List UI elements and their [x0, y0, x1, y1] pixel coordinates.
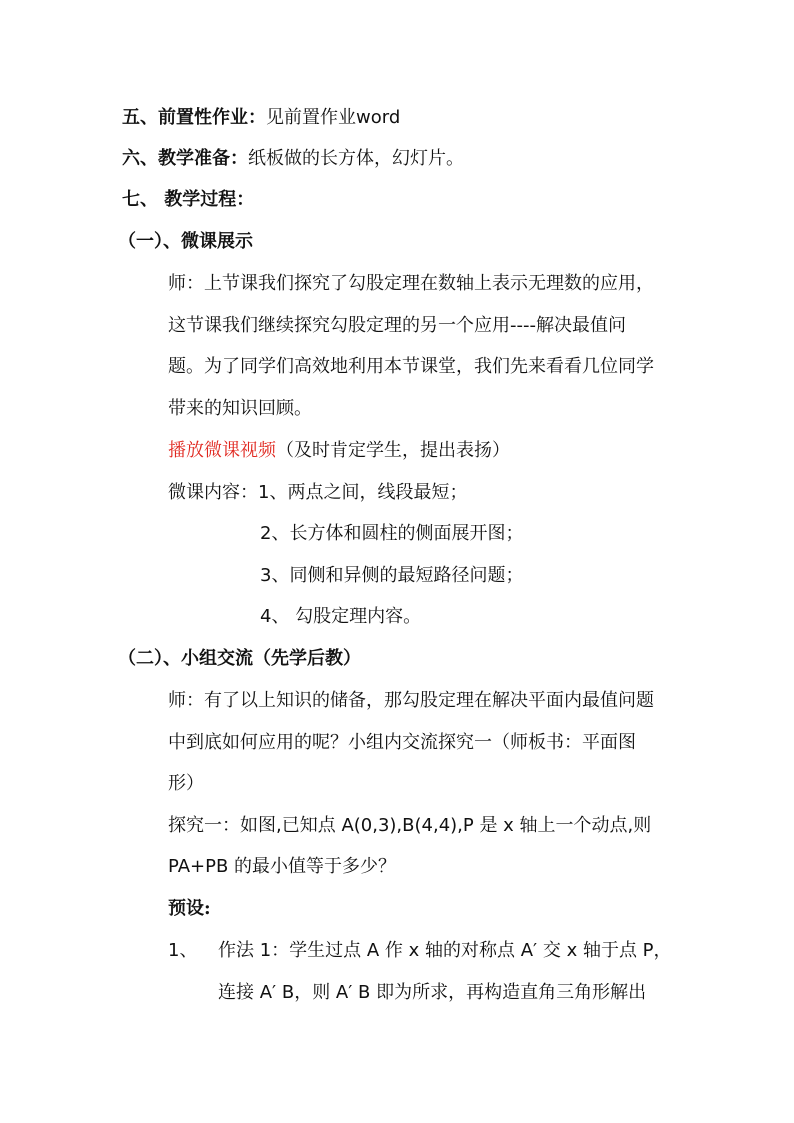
section-6-text: 纸板做的长方体，幻灯片。	[248, 148, 464, 169]
play-video-note: （及时肯定学生，提出表扬）	[276, 440, 510, 461]
paragraph-line: 师：上节课我们探究了勾股定理在数轴上表示无理数的应用，	[168, 273, 654, 294]
list-item-line: 连接 A′ B，则 A′ B 即为所求，再构造直角三角形解出	[218, 982, 647, 1003]
play-video-highlight: 播放微课视频	[168, 440, 276, 461]
play-video-line	[168, 438, 510, 464]
section-7-heading: 七、 教学过程：	[122, 189, 255, 210]
paragraph-line: 题。为了同学们高效地利用本节课堂，我们先来看看几位同学	[168, 356, 654, 377]
preset-heading: 预设:	[168, 898, 211, 919]
list-item-number: 1、	[168, 940, 198, 961]
micro-lesson-item-1: 微课内容：1、两点之间，线段最短；	[168, 482, 468, 503]
section-6-line	[122, 146, 464, 172]
exploration-line: PA+PB 的最小值等于多少？	[168, 856, 397, 877]
list-item-line: 作法 1：学生过点 A 作 x 轴的对称点 A′ 交 x 轴于点 P，	[218, 940, 672, 961]
micro-lesson-item-3: 3、同侧和异侧的最短路径问题；	[260, 565, 524, 586]
section-5-heading: 五、前置性作业：	[122, 107, 266, 128]
exploration-line: 探究一：如图,已知点 A(0,3),B(4,4),P 是 x 轴上一个动点,则	[168, 815, 652, 836]
paragraph-line: 师：有了以上知识的储备，那勾股定理在解决平面内最值问题	[168, 690, 654, 711]
section-5-text: 见前置作业word	[266, 107, 401, 128]
part-2-heading: （二）、小组交流（先学后教）	[118, 648, 361, 669]
paragraph-line: 带来的知识回顾。	[168, 398, 312, 419]
micro-lesson-item-4: 4、 勾股定理内容。	[260, 606, 422, 627]
paragraph-line: 这节课我们继续探究勾股定理的另一个应用----解决最值问	[168, 315, 626, 336]
section-6-heading: 六、教学准备：	[122, 148, 248, 169]
micro-lesson-item-2: 2、长方体和圆柱的侧面展开图；	[260, 523, 524, 544]
paragraph-line: 形）	[168, 773, 204, 794]
section-5-line	[122, 105, 400, 131]
paragraph-line: 中到底如何应用的呢？小组内交流探究一（师板书：平面图	[168, 732, 636, 753]
part-1-heading: （一）、微课展示	[118, 231, 253, 252]
